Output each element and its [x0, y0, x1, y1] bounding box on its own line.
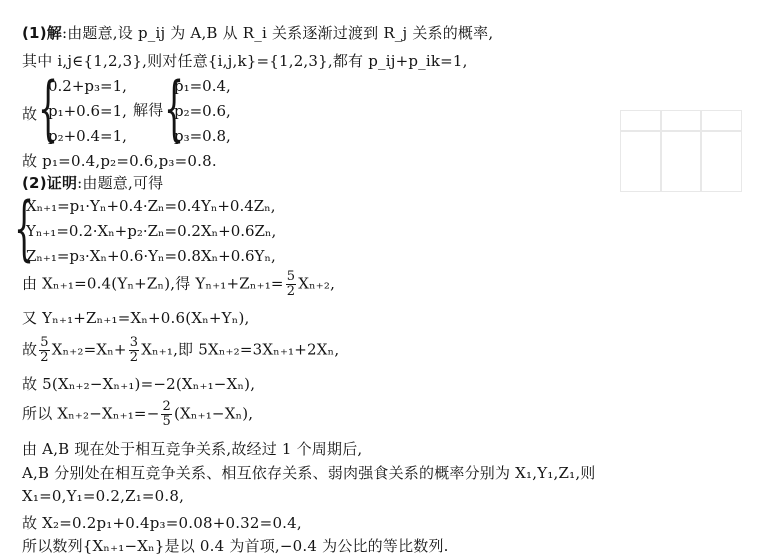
system-a-eq2: p₁+0.6=1, — [48, 102, 127, 120]
fraction-denominator: 2 — [40, 350, 49, 365]
line-13: A,B 分别处在相互竞争关系、相互依存关系、弱肉强食关系的概率分别为 X₁,Y₁,Z₁,则 — [22, 464, 596, 482]
system-b — [174, 74, 231, 149]
system-a-eq3: p₂+0.4=1, — [48, 127, 127, 145]
system-b-eq3: p₃=0.8, — [174, 127, 231, 145]
system-a-eq1: 0.2+p₃=1, — [48, 77, 127, 95]
line-14: X₁=0,Y₁=0.2,Z₁=0.8, — [22, 487, 185, 505]
fraction-numerator: 5 — [286, 269, 296, 284]
fraction-numerator: 3 — [129, 335, 139, 350]
line-9-part-c: Xₙ₊₁,即 5Xₙ₊₂=3Xₙ₊₁+2Xₙ, — [141, 340, 340, 359]
line-12: 由 A,B 现在处于相互竞争关系,故经过 1 个周期后, — [22, 440, 363, 458]
left-brace-icon: { — [14, 187, 35, 269]
fraction-denominator: 2 — [129, 350, 139, 365]
line-9-part-b: Xₙ₊₂=Xₙ+ — [51, 340, 127, 359]
part1-label: (1)解 — [22, 24, 62, 42]
line-1 — [22, 22, 493, 43]
line-2: 其中 i,j∈{1,2,3},则对任意{i,j,k}={1,2,3},都有 p_ij+p_ik=1, — [22, 52, 468, 70]
fraction-numerator: 5 — [40, 335, 49, 350]
fraction-5-2 — [39, 336, 49, 365]
line-7-part-a: 由 Xₙ₊₁=0.4(Yₙ+Zₙ),得 Yₙ₊₁+Zₙ₊₁= — [22, 274, 284, 293]
line-9 — [22, 336, 339, 365]
line-1-text: :由题意,设 p_ij 为 A,B 从 R_i 关系逐渐过渡到 R_j 关系的概率, — [61, 24, 494, 42]
line-9-part-a: 故 — [22, 340, 38, 359]
left-brace-icon: { — [164, 67, 185, 149]
line-11-part-b: (Xₙ₊₁−Xₙ), — [173, 404, 254, 423]
line-7-part-b: Xₙ₊₂, — [298, 274, 336, 293]
line-8: 又 Yₙ₊₁+Zₙ₊₁=Xₙ+0.6(Xₙ+Yₙ), — [22, 309, 250, 327]
system-b-eq1: p₁=0.4, — [174, 77, 231, 95]
fraction-denominator: 2 — [286, 284, 296, 299]
part2-label: (2)证明 — [22, 174, 78, 192]
fraction-numerator: 2 — [162, 399, 171, 414]
recurrence-system — [26, 194, 276, 269]
fraction-2-5 — [161, 400, 171, 429]
line-5 — [22, 172, 163, 193]
system-b-eq2: p₂=0.6, — [174, 102, 231, 120]
line-15: 故 X₂=0.2p₁+0.4p₃=0.08+0.32=0.4, — [22, 514, 302, 532]
fraction-5-2 — [286, 270, 296, 299]
fraction-3-2 — [129, 336, 139, 365]
recurrence-eq-z: Zₙ₊₁=p₃·Xₙ+0.6·Yₙ=0.8Xₙ+0.6Yₙ, — [26, 247, 276, 265]
line-7 — [22, 270, 335, 299]
recurrence-eq-x: Xₙ₊₁=p₁·Yₙ+0.4·Zₙ=0.4Yₙ+0.4Zₙ, — [26, 197, 276, 215]
solve-word: 解得 — [133, 101, 164, 119]
recurrence-eq-y: Yₙ₊₁=0.2·Xₙ+p₂·Zₙ=0.2Xₙ+0.6Zₙ, — [26, 222, 277, 240]
fraction-denominator: 5 — [162, 414, 171, 429]
line-4: 故 p₁=0.4,p₂=0.6,p₃=0.8. — [22, 152, 217, 170]
line-10: 故 5(Xₙ₊₂−Xₙ₊₁)=−2(Xₙ₊₁−Xₙ), — [22, 375, 256, 393]
system-a — [48, 74, 127, 149]
left-brace-icon: { — [38, 67, 59, 149]
line-5-text: :由题意,可得 — [77, 174, 164, 192]
line-11 — [22, 400, 253, 429]
line-3-prefix: 故 — [22, 105, 38, 123]
line-11-part-a: 所以 Xₙ₊₂−Xₙ₊₁=− — [22, 404, 160, 423]
line-16: 所以数列{Xₙ₊₁−Xₙ}是以 0.4 为首项,−0.4 为公比的等比数列. — [22, 537, 449, 555]
